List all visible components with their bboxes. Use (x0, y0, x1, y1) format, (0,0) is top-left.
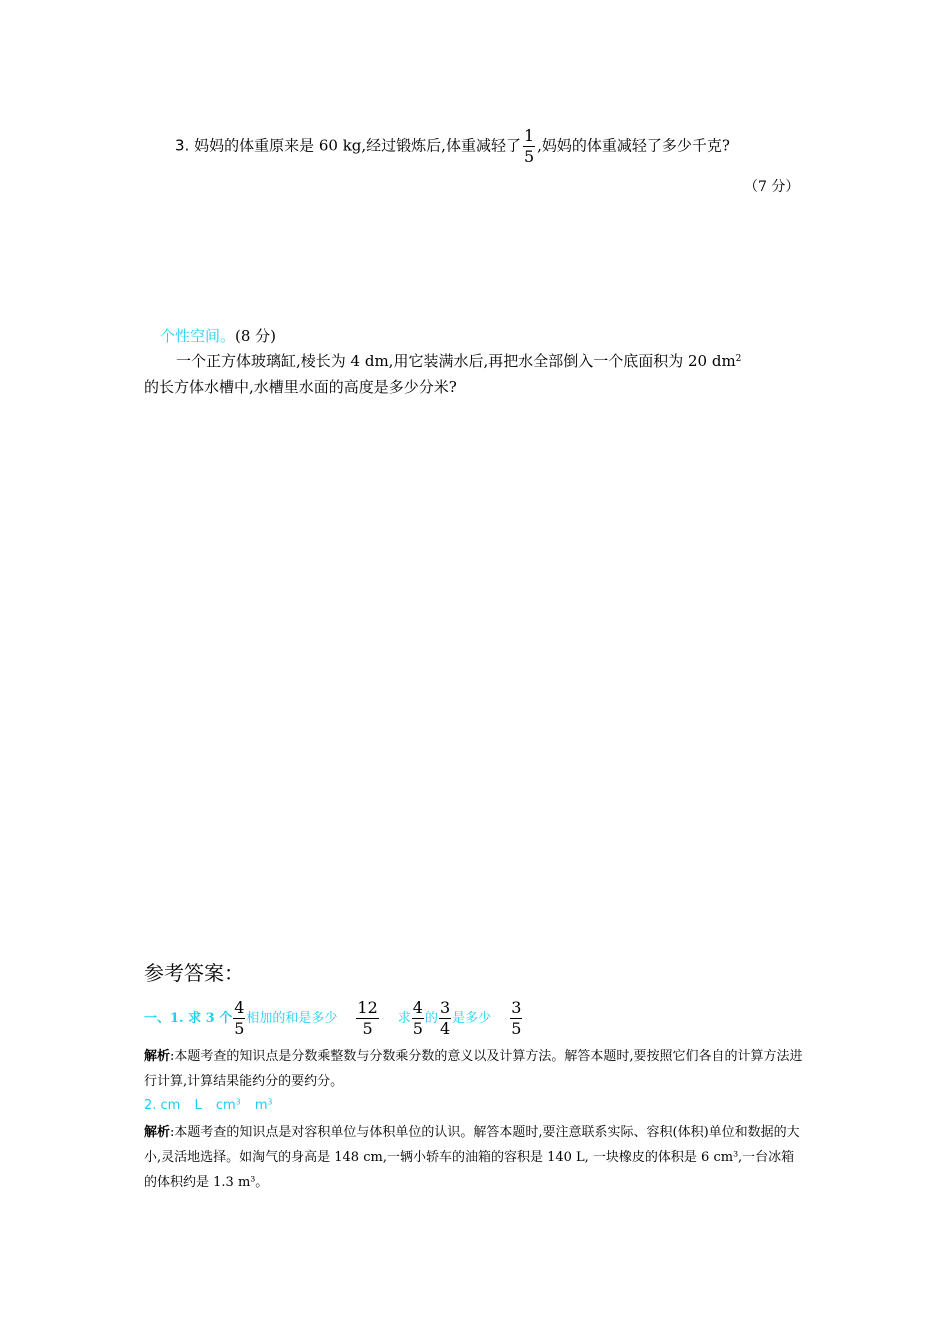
fraction-3-5 (510, 1000, 522, 1037)
answers-heading: 参考答案： (144, 961, 244, 985)
answer-2-prefix: 2. cm (144, 1098, 181, 1113)
fraction-denominator: 5 (511, 1019, 522, 1038)
question-3 (175, 128, 730, 165)
superscript-3-b: 3 (267, 1097, 273, 1107)
superscript-2: 2 (735, 354, 742, 365)
fraction-numerator: 4 (234, 998, 245, 1017)
answer-2 (144, 1098, 272, 1113)
answer-1-text-4: 是多少 (452, 1011, 492, 1026)
answer-1-text: 相加的和是多少 (246, 1011, 338, 1026)
explanation-end: 。 (255, 1175, 269, 1190)
personal-space-problem (144, 348, 804, 400)
section-title: 个性空间。 (160, 327, 236, 345)
question-3-score: （7 分） (744, 179, 800, 195)
answer-1 (144, 1000, 523, 1037)
question-text: 妈妈的体重原来是 60 kg,经过锻炼后,体重减轻了 (194, 136, 521, 155)
fraction-denominator: 5 (412, 1019, 423, 1038)
fraction-numerator: 4 (412, 998, 423, 1017)
problem-line-1: 一个正方体玻璃缸,棱长为 4 dm,用它装满水后,再把水全部倒入一个底面积为 20 dm (176, 352, 736, 370)
fraction-numerator: 1 (523, 126, 535, 145)
personal-space-heading (160, 325, 276, 346)
question-number: 3. (175, 136, 195, 155)
fraction-one-fifth (523, 128, 535, 165)
unit-cubic-cm: cm (215, 1098, 236, 1113)
fraction-denominator: 5 (362, 1019, 373, 1038)
fraction-denominator: 5 (523, 147, 535, 166)
unit-cubic-m: m (254, 1098, 268, 1113)
explanation-text: :本题考查的知识点是对容积单位与体积单位的认识。解答本题时,要注意联系实际、容积(体积)单位和数据的大小,灵活地选择。如淘气的身高是 148 cm,一辆小轿车的油箱的容积是 140 L, 一块橡皮的体积是 6 cm (144, 1125, 800, 1165)
answer-1-text-2: 求 (397, 1011, 411, 1026)
explanation-label: 解析 (144, 1125, 171, 1140)
section-score: (8 分) (235, 327, 277, 345)
fraction-4-5-b (412, 1000, 424, 1037)
answer-1-text-3: 的 (424, 1011, 438, 1026)
explanation-2 (144, 1120, 806, 1195)
question-text-end: ,妈妈的体重减轻了多少千克? (537, 136, 730, 155)
fraction-12-5 (356, 1000, 378, 1037)
fraction-numerator: 12 (357, 998, 378, 1017)
fraction-numerator: 3 (439, 998, 451, 1017)
fraction-4-5 (233, 1000, 245, 1037)
explanation-1 (144, 1044, 806, 1094)
superscript-3: 3 (235, 1097, 241, 1107)
explanation-text-2: ,一台冰箱的体积约是 1.3 m (144, 1150, 795, 1190)
problem-line-2: 的长方体水槽中,水槽里水面的高度是多少分米? (144, 378, 457, 396)
fraction-denominator: 4 (439, 1019, 451, 1038)
fraction-denominator: 5 (234, 1019, 245, 1038)
explanation-label: 解析 (144, 1049, 171, 1064)
answer-1-prefix: 一、1. 求 3 个 (144, 1011, 233, 1026)
fraction-numerator: 3 (511, 998, 522, 1017)
superscript-3-b: 3 (250, 1174, 256, 1184)
superscript-3: 3 (733, 1149, 739, 1159)
fraction-3-4 (439, 1000, 451, 1037)
unit-liter: L (194, 1098, 202, 1113)
explanation-text: :本题考查的知识点是分数乘整数与分数乘分数的意义以及计算方法。解答本题时,要按照它们各自的计算方法进行计算,计算结果能约分的要约分。 (144, 1049, 803, 1089)
